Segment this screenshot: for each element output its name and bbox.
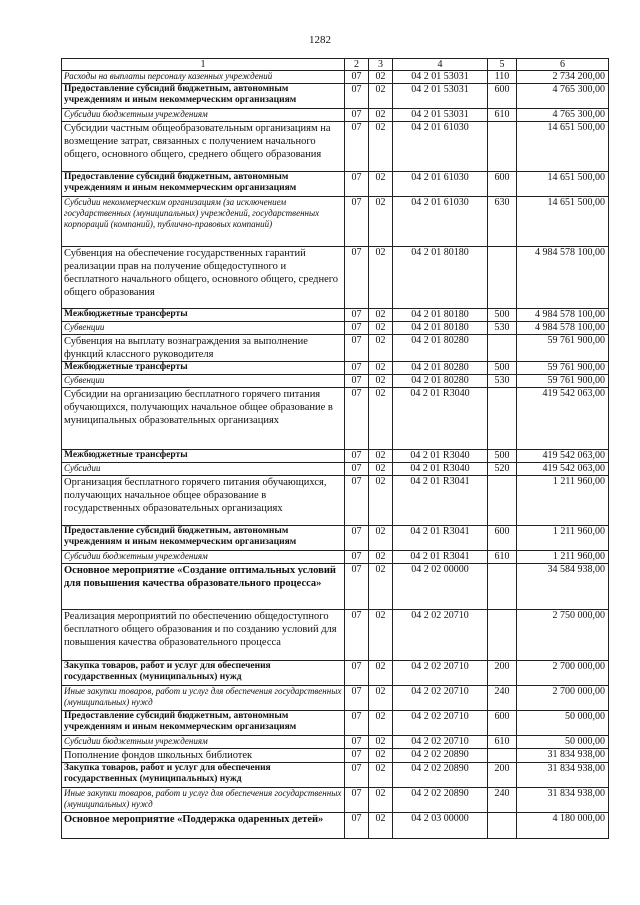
row-subsection: 02	[369, 388, 393, 450]
row-section: 07	[345, 763, 369, 788]
row-amount: 1 211 960,00	[517, 551, 609, 564]
row-name: Субвенции	[62, 322, 345, 335]
table-row	[62, 763, 609, 788]
table-header-row	[62, 59, 609, 71]
row-amount: 14 651 500,00	[517, 197, 609, 247]
row-target-code: 04 2 01 53031	[393, 71, 488, 84]
row-amount: 4 984 578 100,00	[517, 247, 609, 309]
row-target-code: 04 2 01 80280	[393, 375, 488, 388]
row-subsection: 02	[369, 247, 393, 309]
column-header: 2	[345, 59, 369, 71]
row-amount: 1 211 960,00	[517, 476, 609, 526]
row-section: 07	[345, 476, 369, 526]
row-subsection: 02	[369, 476, 393, 526]
table-row	[62, 122, 609, 172]
table-row	[62, 463, 609, 476]
table-row	[62, 686, 609, 711]
row-subsection: 02	[369, 788, 393, 813]
row-section: 07	[345, 526, 369, 551]
row-amount: 2 750 000,00	[517, 610, 609, 661]
row-subsection: 02	[369, 551, 393, 564]
row-amount: 419 542 063,00	[517, 450, 609, 463]
row-expense-type: 240	[488, 788, 517, 813]
table-row	[62, 84, 609, 109]
row-subsection: 02	[369, 172, 393, 197]
row-name: Организация бесплатного горячего питания обучающихся, получающих начальное общее образование в государственных образовательных организациях	[62, 476, 345, 526]
row-section: 07	[345, 463, 369, 476]
row-section: 07	[345, 71, 369, 84]
row-expense-type: 600	[488, 172, 517, 197]
row-target-code: 04 2 02 20890	[393, 788, 488, 813]
row-target-code: 04 2 01 80180	[393, 309, 488, 322]
table-row	[62, 813, 609, 839]
row-subsection: 02	[369, 564, 393, 610]
row-section: 07	[345, 172, 369, 197]
row-name: Иные закупки товаров, работ и услуг для обеспечения государственных (муниципальных) нужд	[62, 788, 345, 813]
row-section: 07	[345, 388, 369, 450]
row-subsection: 02	[369, 450, 393, 463]
row-section: 07	[345, 711, 369, 736]
row-target-code: 04 2 02 20710	[393, 661, 488, 686]
row-expense-type: 610	[488, 551, 517, 564]
table-row	[62, 661, 609, 686]
row-target-code: 04 2 01 53031	[393, 109, 488, 122]
table-row	[62, 247, 609, 309]
row-section: 07	[345, 450, 369, 463]
row-section: 07	[345, 84, 369, 109]
row-amount: 4 180 000,00	[517, 813, 609, 839]
row-target-code: 04 2 02 20710	[393, 711, 488, 736]
column-header: 5	[488, 59, 517, 71]
row-subsection: 02	[369, 309, 393, 322]
row-target-code: 04 2 02 20710	[393, 736, 488, 749]
row-section: 07	[345, 309, 369, 322]
table-row	[62, 309, 609, 322]
row-expense-type: 500	[488, 309, 517, 322]
row-target-code: 04 2 02 20710	[393, 686, 488, 711]
row-name: Межбюджетные трансферты	[62, 362, 345, 375]
row-subsection: 02	[369, 661, 393, 686]
row-name: Субвенция на выплату вознаграждения за выполнение функций классного руководителя	[62, 335, 345, 362]
row-amount: 31 834 938,00	[517, 788, 609, 813]
row-subsection: 02	[369, 813, 393, 839]
row-amount: 59 761 900,00	[517, 335, 609, 362]
row-name: Пополнение фондов школьных библиотек	[62, 749, 345, 763]
row-name: Закупка товаров, работ и услуг для обеспечения государственных (муниципальных) нужд	[62, 763, 345, 788]
row-amount: 34 584 938,00	[517, 564, 609, 610]
table-row	[62, 335, 609, 362]
row-amount: 59 761 900,00	[517, 375, 609, 388]
row-section: 07	[345, 375, 369, 388]
row-expense-type	[488, 247, 517, 309]
row-expense-type: 500	[488, 362, 517, 375]
row-section: 07	[345, 322, 369, 335]
row-target-code: 04 2 01 R3040	[393, 388, 488, 450]
row-section: 07	[345, 197, 369, 247]
row-target-code: 04 2 01 80180	[393, 322, 488, 335]
row-subsection: 02	[369, 749, 393, 763]
row-section: 07	[345, 736, 369, 749]
row-expense-type	[488, 122, 517, 172]
column-header: 3	[369, 59, 393, 71]
row-name: Расходы на выплаты персоналу казенных учреждений	[62, 71, 345, 84]
row-name: Предоставление субсидий бюджетным, автономным учреждениям и иным некоммерческим организациям	[62, 711, 345, 736]
table-row	[62, 109, 609, 122]
row-amount: 2 700 000,00	[517, 686, 609, 711]
row-section: 07	[345, 661, 369, 686]
row-name: Иные закупки товаров, работ и услуг для обеспечения государственных (муниципальных) нужд	[62, 686, 345, 711]
table-row	[62, 375, 609, 388]
row-name: Межбюджетные трансферты	[62, 450, 345, 463]
budget-table	[61, 58, 609, 839]
row-subsection: 02	[369, 686, 393, 711]
row-subsection: 02	[369, 375, 393, 388]
table-row	[62, 362, 609, 375]
page-number: 1282	[309, 34, 331, 46]
row-subsection: 02	[369, 109, 393, 122]
row-subsection: 02	[369, 335, 393, 362]
table-row	[62, 749, 609, 763]
row-subsection: 02	[369, 197, 393, 247]
row-target-code: 04 2 02 20890	[393, 763, 488, 788]
row-name: Субсидии бюджетным учреждениям	[62, 109, 345, 122]
row-expense-type	[488, 388, 517, 450]
table-row	[62, 736, 609, 749]
row-expense-type: 520	[488, 463, 517, 476]
budget-table-body	[62, 59, 609, 839]
row-name: Субвенция на обеспечение государственных гарантий реализации прав на получение общедоступного и бесплатного начального общего, основного общего, среднего общего образования	[62, 247, 345, 309]
table-row	[62, 564, 609, 610]
row-target-code: 04 2 01 61030	[393, 172, 488, 197]
row-section: 07	[345, 749, 369, 763]
row-subsection: 02	[369, 71, 393, 84]
row-target-code: 04 2 03 00000	[393, 813, 488, 839]
row-name: Субвенции	[62, 375, 345, 388]
row-expense-type: 240	[488, 686, 517, 711]
row-name: Предоставление субсидий бюджетным, автономным учреждениям и иным некоммерческим организациям	[62, 172, 345, 197]
table-row	[62, 388, 609, 450]
column-header: 1	[62, 59, 345, 71]
table-row	[62, 71, 609, 84]
row-section: 07	[345, 564, 369, 610]
row-expense-type	[488, 564, 517, 610]
row-target-code: 04 2 01 80280	[393, 362, 488, 375]
row-name: Предоставление субсидий бюджетным, автономным учреждениям и иным некоммерческим организациям	[62, 84, 345, 109]
row-section: 07	[345, 247, 369, 309]
row-name: Субсидии бюджетным учреждениям	[62, 551, 345, 564]
row-expense-type	[488, 335, 517, 362]
row-amount: 2 734 200,00	[517, 71, 609, 84]
row-subsection: 02	[369, 736, 393, 749]
row-target-code: 04 2 01 80180	[393, 247, 488, 309]
row-name: Субсидии некоммерческим организациям (за исключением государственных (муниципальных) учреждений, государственных корпораций (компаний), публично-правовых компаний)	[62, 197, 345, 247]
row-name: Субсидии на организацию бесплатного горячего питания обучающихся, получающих начальное общее образование в муниципальных образовательных организациях	[62, 388, 345, 450]
row-name: Субсидии	[62, 463, 345, 476]
row-target-code: 04 2 01 61030	[393, 197, 488, 247]
row-name: Субсидии бюджетным учреждениям	[62, 736, 345, 749]
row-expense-type: 610	[488, 736, 517, 749]
row-expense-type: 200	[488, 763, 517, 788]
row-amount: 14 651 500,00	[517, 172, 609, 197]
table-row	[62, 551, 609, 564]
row-section: 07	[345, 686, 369, 711]
row-expense-type: 600	[488, 84, 517, 109]
row-expense-type: 630	[488, 197, 517, 247]
row-section: 07	[345, 813, 369, 839]
row-amount: 2 700 000,00	[517, 661, 609, 686]
row-expense-type	[488, 749, 517, 763]
row-target-code: 04 2 01 53031	[393, 84, 488, 109]
row-name: Межбюджетные трансферты	[62, 309, 345, 322]
row-expense-type: 200	[488, 661, 517, 686]
row-target-code: 04 2 02 00000	[393, 564, 488, 610]
row-amount: 4 984 578 100,00	[517, 309, 609, 322]
row-target-code: 04 2 02 20890	[393, 749, 488, 763]
row-name: Субсидии частным общеобразовательным организациям на возмещение затрат, связанных с получением начального общего, основного общего, среднего общего образования	[62, 122, 345, 172]
row-amount: 4 765 300,00	[517, 109, 609, 122]
row-expense-type: 610	[488, 109, 517, 122]
row-amount: 50 000,00	[517, 711, 609, 736]
column-header: 6	[517, 59, 609, 71]
table-row	[62, 322, 609, 335]
row-target-code: 04 2 01 61030	[393, 122, 488, 172]
row-subsection: 02	[369, 763, 393, 788]
row-section: 07	[345, 122, 369, 172]
row-amount: 4 765 300,00	[517, 84, 609, 109]
row-amount: 50 000,00	[517, 736, 609, 749]
row-subsection: 02	[369, 362, 393, 375]
table-row	[62, 172, 609, 197]
row-target-code: 04 2 01 R3041	[393, 551, 488, 564]
row-section: 07	[345, 335, 369, 362]
row-expense-type	[488, 476, 517, 526]
row-amount: 1 211 960,00	[517, 526, 609, 551]
row-target-code: 04 2 01 R3041	[393, 476, 488, 526]
row-section: 07	[345, 610, 369, 661]
row-target-code: 04 2 01 R3041	[393, 526, 488, 551]
column-header: 4	[393, 59, 488, 71]
row-section: 07	[345, 362, 369, 375]
row-name: Реализация мероприятий по обеспечению общедоступного бесплатного общего образования и по созданию условий для повышения качества образовательного процесса	[62, 610, 345, 661]
row-target-code: 04 2 01 R3040	[393, 450, 488, 463]
row-amount: 31 834 938,00	[517, 763, 609, 788]
row-subsection: 02	[369, 711, 393, 736]
row-section: 07	[345, 788, 369, 813]
table-row	[62, 526, 609, 551]
row-amount: 4 984 578 100,00	[517, 322, 609, 335]
row-amount: 14 651 500,00	[517, 122, 609, 172]
row-name: Закупка товаров, работ и услуг для обеспечения государственных (муниципальных) нужд	[62, 661, 345, 686]
table-row	[62, 476, 609, 526]
table-row	[62, 711, 609, 736]
row-amount: 59 761 900,00	[517, 362, 609, 375]
table-row	[62, 610, 609, 661]
table-row	[62, 197, 609, 247]
row-expense-type: 600	[488, 526, 517, 551]
table-row	[62, 450, 609, 463]
row-name: Основное мероприятие «Создание оптимальных условий для повышения качества образовательного процесса»	[62, 564, 345, 610]
row-expense-type: 500	[488, 450, 517, 463]
row-subsection: 02	[369, 122, 393, 172]
row-expense-type: 530	[488, 322, 517, 335]
row-expense-type	[488, 610, 517, 661]
row-name: Предоставление субсидий бюджетным, автономным учреждениям и иным некоммерческим организациям	[62, 526, 345, 551]
row-subsection: 02	[369, 610, 393, 661]
table-row	[62, 788, 609, 813]
row-section: 07	[345, 109, 369, 122]
row-subsection: 02	[369, 463, 393, 476]
row-subsection: 02	[369, 526, 393, 551]
row-expense-type	[488, 813, 517, 839]
row-name: Основное мероприятие «Поддержка одаренных детей»	[62, 813, 345, 839]
row-expense-type: 110	[488, 71, 517, 84]
row-target-code: 04 2 02 20710	[393, 610, 488, 661]
row-amount: 419 542 063,00	[517, 463, 609, 476]
row-subsection: 02	[369, 84, 393, 109]
row-amount: 419 542 063,00	[517, 388, 609, 450]
row-amount: 31 834 938,00	[517, 749, 609, 763]
row-expense-type: 600	[488, 711, 517, 736]
row-expense-type: 530	[488, 375, 517, 388]
row-section: 07	[345, 551, 369, 564]
row-target-code: 04 2 01 80280	[393, 335, 488, 362]
row-target-code: 04 2 01 R3040	[393, 463, 488, 476]
row-subsection: 02	[369, 322, 393, 335]
